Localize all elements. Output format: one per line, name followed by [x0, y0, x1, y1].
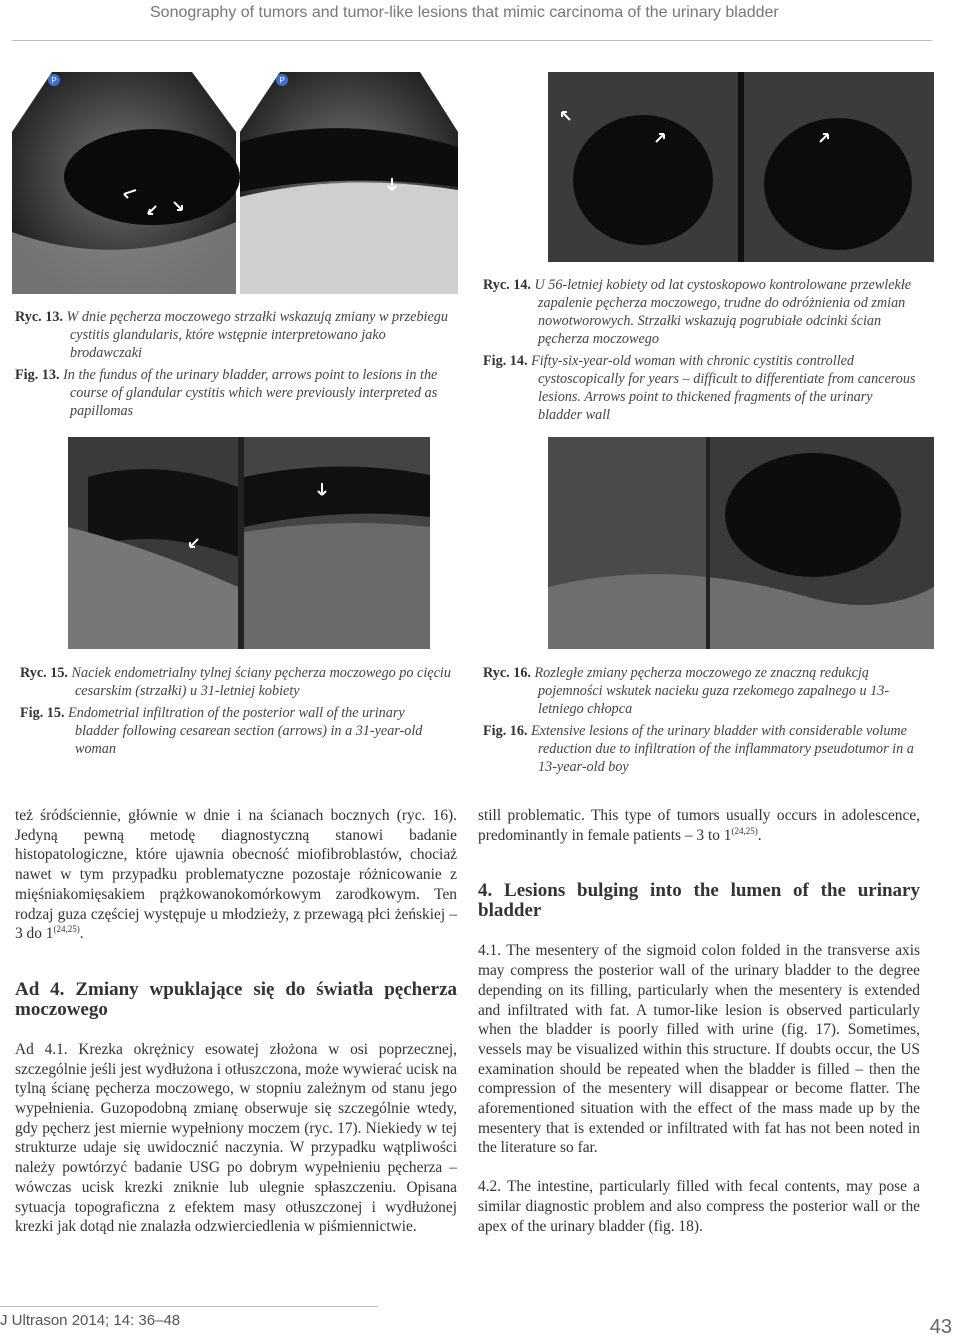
caption-label: Fig. 14. [483, 353, 528, 369]
header-rule [12, 40, 932, 41]
section-heading: 4. Lesions bulging into the lumen of the urinary bladder [478, 880, 920, 922]
paragraph-end: . [79, 925, 84, 943]
paragraph: 4.1. The mesentery of the sigmoid colon folded in the transverse axis may compress the posterior wall of the urinary bladder to the degree depending on its filling, particularly when the mesentery is extended and infiltrated with fat. A tumor-like lesion is observed particularly when the bladder is poorly filled with urine (fig. 17). Sometimes, vessels may be visualized within this structure. If doubts occur, the US examination should be repeated when the bladder is filled – then the compression of the mesentery will disappear or become flatter. The aforementioned situation with the effect of the mass made up by the mesentery that is extended or infiltrated with fat has not been noted in the literature so far. [478, 942, 920, 1157]
caption-text-pl: W dnie pęcherza moczowego strzałki wskazują zmiany w przebiegu cystitis glandularis, które wstępnie interpretowano jako brodawczaki [66, 309, 448, 361]
figure-13-caption [15, 308, 457, 424]
caption-text-pl: U 56-letniej kobiety od lat cystoskopowo kontrolowane przewlekłe zapalenie pęcherza moczowego, trudne do odróżnienia od zmian nowotworowych. Strzałki wskazują pogrubiałe odcinki ścian pęcherza moczowego [534, 277, 912, 347]
paragraph-end: . [757, 826, 762, 844]
running-title: Sonography of tumors and tumor-like lesions that mimic carcinoma of the urinary bladder [150, 4, 779, 21]
page-number: 43 [929, 1316, 952, 1338]
figure-16-caption [483, 664, 919, 780]
caption-label: Fig. 15. [20, 705, 65, 721]
marker-right: P [279, 76, 285, 85]
left-column-text [15, 806, 457, 1237]
section-heading: Ad 4. Zmiany wpuklające się do światła pęcherza moczowego [15, 978, 457, 1020]
caption-text-en: Endometrial infiltration of the posterior wall of the urinary bladder following cesarean section (arrows) in a 31-year-old woman [68, 705, 423, 757]
paragraph [478, 806, 920, 845]
figure-16-ultrasound [548, 437, 934, 649]
caption-label: Fig. 16. [483, 723, 528, 739]
right-column-text [478, 806, 920, 1236]
paragraph [15, 806, 457, 944]
caption-label: Ryc. 13. [15, 309, 63, 325]
figure-14-caption [483, 276, 919, 428]
caption-text-pl: Rozległe zmiany pęcherza moczowego ze znaczną redukcją pojemności wskutek nacieku guza rzekomego zapalnego u 13-letniego chłopca [534, 665, 890, 717]
paragraph: 4.2. The intestine, particularly filled with fecal contents, may pose a similar diagnostic problem and also compress the posterior wall or the apex of the urinary bladder (fig. 18). [478, 1178, 920, 1235]
journal-citation: J Ultrason 2014; 14: 36–48 [0, 1312, 181, 1329]
caption-text-en: Extensive lesions of the urinary bladder with considerable volume reduction due to infiltration of the inflammatory pseudotumor in a 13-year-old boy [531, 723, 914, 775]
paragraph-text: still problematic. This type of tumors usually occurs in adolescence, predominantly in female patients – 3 to 1 [478, 807, 920, 844]
figure-15-caption [20, 664, 452, 762]
caption-label: Fig. 13. [15, 367, 60, 383]
caption-text-en: Fifty-six-year-old woman with chronic cystitis controlled cystoscopically for years – difficult to differentiate from cancerous lesions. Arrows point to thickened fragments of the urinary bladder wall [531, 353, 916, 423]
figure-15-ultrasound [68, 437, 430, 649]
paragraph: Ad 4.1. Krezka okrężnicy esowatej złożona w osi poprzecznej, szczególnie jeśli jest wydłużona i otłuszczona, może wywierać ucisk na tylną ścianę pęcherza moczowego, w stopniu zależnym od stanu jego wypełnienia. Guzopodobną zmianę obserwuje się szczególnie wtedy, gdy pęcherz jest miernie wypełniony moczem (ryc. 17). Niekiedy w tej strukturze udaje się uwidocznić naczynia. W przypadku wątpliwości należy powtórzyć badanie USG po dobrym wypełnieniu pęcherza – wówczas ucisk krezki zniknie lub ulegnie spłaszczeniu. Opisana sytuacja topograficzna z efektem masy otłuszczonej i wydłużonej krezki jak dotąd nie znalazła odzwierciedlenia w piśmiennictwie. [15, 1040, 457, 1236]
running-header [0, 0, 960, 38]
citation: (24,25) [731, 825, 758, 836]
figure-13-ultrasound [12, 72, 458, 294]
caption-text-en: In the fundus of the urinary bladder, arrows point to lesions in the course of glandular cystitis which were previously interpreted as papillomas [63, 367, 438, 419]
caption-text-pl: Naciek endometrialny tylnej ściany pęcherza moczowego po cięciu cesarskim (strzałki) u 31-letniej kobiety [71, 665, 451, 699]
footer-rule [0, 1306, 378, 1307]
caption-label: Ryc. 14. [483, 277, 531, 293]
caption-label: Ryc. 15. [20, 665, 68, 681]
caption-label: Ryc. 16. [483, 665, 531, 681]
figure-14-ultrasound [548, 72, 934, 262]
paragraph-text: też śródściennie, głównie w dnie i na ścianach bocznych (ryc. 16). Jedyną pewną metodę diagnostyczną stanowi badanie histopatologiczne, które ujawnia obecność miofibroblastów, chociaż nawet w tym przypadku problematyczne pozostaje różnicowanie z mięśniakomięsakiem prążkowanokomórkowym zarodkowym. Ten rodzaj guza częściej występuje u młodzieży, z przewagą płci żeńskiej – 3 do 1 [15, 807, 457, 943]
marker-left: P [51, 76, 57, 85]
citation: (24,25) [53, 924, 80, 935]
